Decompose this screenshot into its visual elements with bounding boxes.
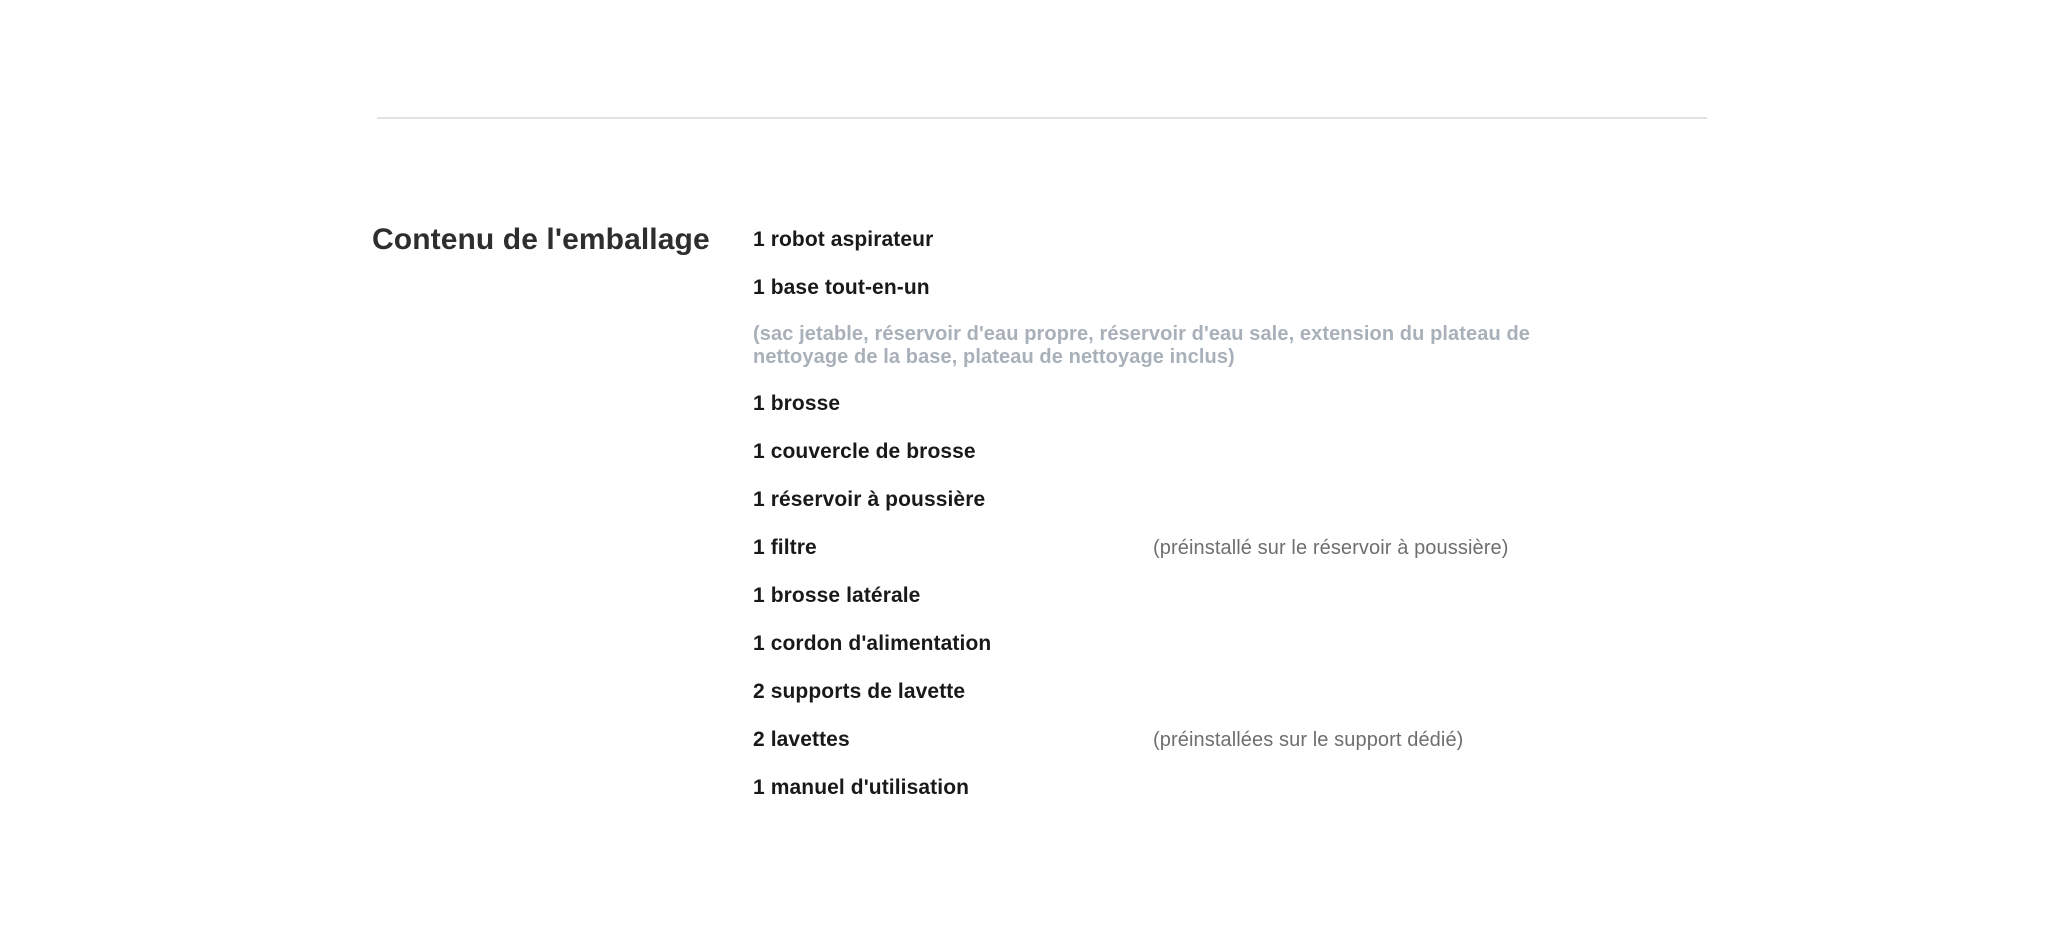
list-item	[753, 716, 1707, 764]
list-item	[753, 620, 1707, 668]
item-name: 1 manuel d'utilisation	[753, 776, 970, 799]
base-contents-subnote: (sac jetable, réservoir d'eau propre, réservoir d'eau sale, extension du plateau de nettoyage de la base, plateau de nettoyage inclus)	[753, 323, 1531, 368]
item-name: 1 brosse latérale	[753, 584, 921, 607]
package-contents-list	[753, 216, 1707, 812]
item-name: 1 couvercle de brosse	[753, 440, 976, 463]
list-item	[753, 216, 1707, 264]
list-item	[753, 572, 1707, 620]
item-name: 1 brosse	[753, 392, 841, 415]
item-name: 1 base tout-en-un	[753, 276, 930, 299]
item-name: 1 filtre	[753, 536, 817, 559]
list-item	[753, 668, 1707, 716]
section-title: Contenu de l'emballage	[372, 223, 710, 256]
item-name: 1 robot aspirateur	[753, 228, 934, 251]
item-name: 2 supports de lavette	[753, 680, 966, 703]
section-divider	[377, 117, 1707, 119]
list-item	[753, 380, 1707, 428]
item-name: 1 cordon d'alimentation	[753, 632, 992, 655]
item-name: 1 réservoir à poussière	[753, 488, 986, 511]
item-note: (préinstallé sur le réservoir à poussière)	[1153, 536, 1509, 559]
package-contents-section	[372, 216, 1707, 812]
item-note: (préinstallées sur le support dédié)	[1153, 728, 1464, 751]
item-name: 2 lavettes	[753, 728, 850, 751]
list-item	[753, 476, 1707, 524]
list-item	[753, 264, 1707, 312]
list-item	[753, 764, 1707, 812]
list-item	[753, 524, 1707, 572]
list-item	[753, 428, 1707, 476]
